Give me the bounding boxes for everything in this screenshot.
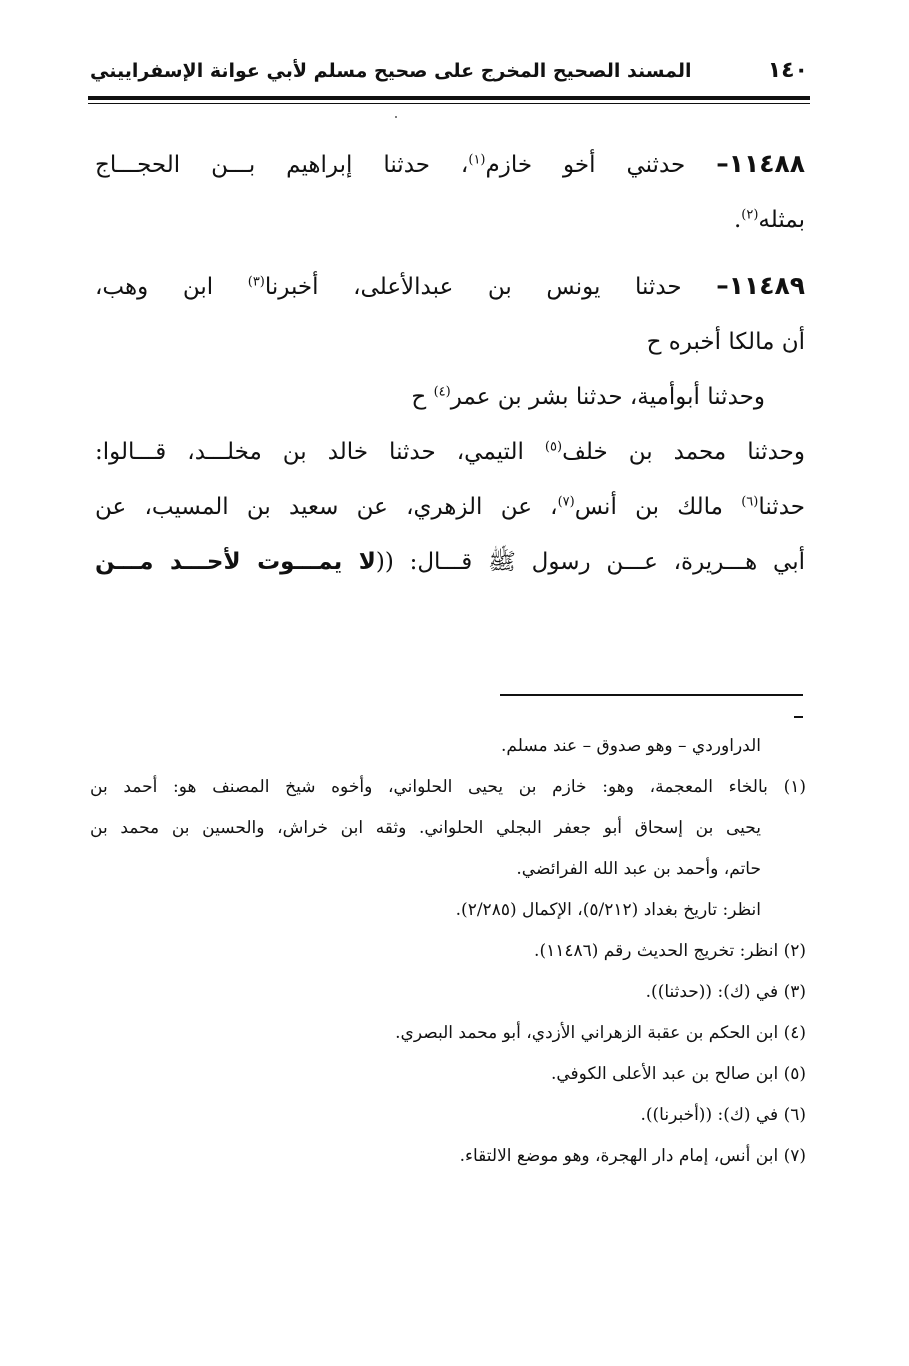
text: وحدثنا محمد بن خلف bbox=[562, 439, 805, 465]
text: أبي هـــريرة، عـــن رسول ﷺ قـــال: (( bbox=[375, 549, 805, 575]
hadith-number: ١١٤٨٨ bbox=[728, 149, 805, 178]
hadith-11489-line-2 bbox=[95, 315, 805, 370]
footnote-ref-2[interactable]: (٢) bbox=[741, 207, 759, 223]
text: حدثنا bbox=[758, 494, 805, 520]
speck bbox=[395, 116, 397, 118]
footnote-continuation-mark bbox=[794, 716, 803, 718]
footnote-6: (٦) في (ك): ((أخبرنا)). bbox=[640, 1105, 806, 1125]
running-title: المسند الصحيح المخرج على صحيح مسلم لأبي عوانة الإسفراييني bbox=[90, 60, 692, 82]
footnote-ref-5[interactable]: (٥) bbox=[544, 439, 563, 455]
footnote-1-continued: يحيى بن إسحاق أبو جعفر البجلي الحلواني. وثقه ابن خراش، والحسين بن محمد بن bbox=[90, 818, 761, 838]
footnote-ref-3[interactable]: (٣) bbox=[247, 274, 265, 290]
header-rule-thin bbox=[88, 103, 810, 104]
hadith-11488-line-1 bbox=[95, 136, 805, 193]
main-text bbox=[95, 136, 805, 590]
text: حدثني أخو خازم bbox=[485, 152, 717, 178]
footnote-carryover: الدراوردي – وهو صدوق – عند مسلم. bbox=[500, 736, 761, 756]
hadith-dash: – bbox=[716, 149, 729, 178]
text: ح bbox=[411, 384, 434, 410]
footnote-4: (٤) ابن الحكم بن عقبة الزهراني الأزدي، أبو محمد البصري. bbox=[395, 1023, 806, 1043]
footnote-2: (٢) انظر: تخريج الحديث رقم (١١٤٨٦). bbox=[534, 941, 806, 961]
text: ، حدثنا إبراهيم بـــن الحجـــاج bbox=[95, 152, 469, 178]
footnote-1: (١) بالخاء المعجمة، وهو: خازم بن يحيى الحلواني، وأخوه شيخ المصنف هو: أحمد بن bbox=[90, 777, 806, 797]
hadith-11489-line-3 bbox=[95, 370, 805, 425]
hadith-11489-line-1 bbox=[95, 258, 805, 315]
footnote-5: (٥) ابن صالح بن عبد الأعلى الكوفي. bbox=[550, 1064, 806, 1084]
footnote-ref-4[interactable]: (٤) bbox=[433, 384, 451, 400]
hadith-11489-line-4 bbox=[95, 425, 805, 480]
hadith-11489-line-6 bbox=[95, 535, 805, 590]
hadith-11489-line-5 bbox=[95, 480, 805, 535]
footnote-ref-7[interactable]: (٧) bbox=[557, 494, 575, 510]
footnote-3: (٣) في (ك): ((حدثنا)). bbox=[645, 982, 806, 1002]
footnotes bbox=[90, 730, 806, 1173]
running-header bbox=[90, 58, 808, 94]
footnote-1-continued: حاتم، وأحمد بن عبد الله الفرائضي. bbox=[516, 859, 761, 879]
footnote-7: (٧) ابن أنس، إمام دار الهجرة، وهو موضع الالتقاء. bbox=[459, 1146, 806, 1166]
hadith-number: ١١٤٨٩ bbox=[728, 271, 806, 300]
text: أن مالكا أخبره ح bbox=[646, 329, 805, 355]
text: مالك بن أنس bbox=[574, 494, 742, 520]
footnote-1-reference: انظر: تاريخ بغداد (٥/٢١٢)، الإكمال (٢/٢٨٥). bbox=[455, 900, 761, 920]
footnote-separator bbox=[500, 694, 803, 696]
hadith-dash: – bbox=[716, 271, 729, 300]
text: . bbox=[733, 207, 742, 233]
text: التيمي، حدثنا خالد بن مخلـــد، قـــالوا: bbox=[95, 439, 545, 465]
text: ، عن الزهري، عن سعيد بن المسيب، عن bbox=[95, 494, 558, 520]
page-number: ١٤٠ bbox=[767, 58, 808, 83]
header-rule-thick bbox=[88, 96, 810, 100]
footnote-ref-1[interactable]: (١) bbox=[468, 152, 486, 168]
hadith-11488-line-2 bbox=[95, 193, 805, 248]
text: حدثنا يونس بن عبدالأعلى، أخبرنا bbox=[264, 274, 717, 300]
text: وحدثنا أبوأمية، حدثنا بشر بن عمر bbox=[450, 384, 765, 410]
hadith-quote-start: لا يمـــوت لأحـــد مـــن bbox=[95, 549, 376, 575]
footnote-ref-6[interactable]: (٦) bbox=[741, 494, 759, 510]
text: ابن وهب، bbox=[95, 274, 248, 300]
text: بمثله bbox=[758, 207, 805, 233]
